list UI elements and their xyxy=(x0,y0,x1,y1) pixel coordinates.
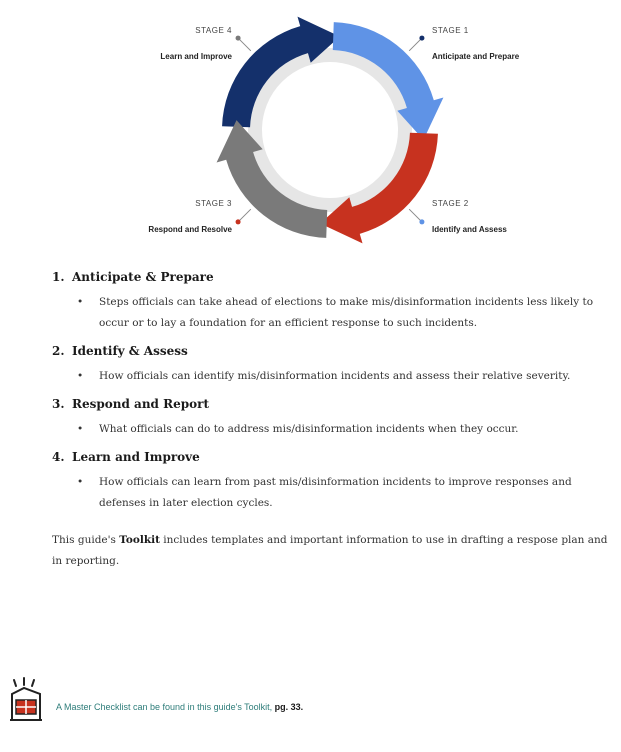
step-description: • What officials can do to address mis/disinformation incidents when they occur. xyxy=(77,419,612,440)
step-title-text: Learn and Improve xyxy=(72,450,200,464)
stage-3-tag: STAGE 3 xyxy=(195,199,232,208)
toolkit-suffix: includes templates and important information to use in drafting a respose plan and in reporting. xyxy=(52,534,608,567)
stage-2-pointer xyxy=(419,219,424,224)
stage-1-name: Anticipate and Prepare xyxy=(432,52,520,61)
step-item xyxy=(52,450,612,514)
step-number: 4. xyxy=(52,450,65,464)
note-text: A Master Checklist can be found in this guide's Toolkit, xyxy=(56,702,275,712)
checklist-note-text xyxy=(56,702,303,712)
step-title xyxy=(52,397,612,411)
toolkit-bold: Toolkit xyxy=(119,534,160,546)
stage-4-pointer xyxy=(236,36,241,41)
step-item xyxy=(52,344,612,387)
step-item xyxy=(52,270,612,334)
steps-content xyxy=(52,270,612,572)
stage-2-tag: STAGE 2 xyxy=(432,199,469,208)
toolkit-prefix: This guide's xyxy=(52,534,120,546)
step-number: 1. xyxy=(52,270,65,284)
step-title-text: Respond and Report xyxy=(72,397,209,411)
step-description: • How officials can learn from past mis/disinformation incidents to improve responses and defenses in later election cycles. xyxy=(77,472,612,514)
step-title-text: Anticipate & Prepare xyxy=(72,270,214,284)
stage-4-pointer-line xyxy=(238,38,251,51)
step-title-text: Identify & Assess xyxy=(72,344,188,358)
stage-2-pointer-line xyxy=(409,209,422,222)
stage-1-pointer xyxy=(419,36,424,41)
stage-4-name: Learn and Improve xyxy=(160,52,232,61)
checklist-icon xyxy=(4,676,52,728)
toolkit-paragraph xyxy=(52,530,612,572)
step-description: • Steps officials can take ahead of elections to make mis/disinformation incidents less likely to occur or to lay a foundation for an efficient response to such incidents. xyxy=(77,292,612,334)
stage-1-pointer-line xyxy=(409,38,422,51)
stage-2-name: Identify and Assess xyxy=(432,225,507,234)
step-number: 3. xyxy=(52,397,65,411)
cycle-diagram xyxy=(0,0,621,260)
stage-3-pointer xyxy=(236,219,241,224)
step-description: • How officials can identify mis/disinformation incidents and assess their relative severity. xyxy=(77,366,612,387)
step-title xyxy=(52,270,612,284)
step-title xyxy=(52,344,612,358)
step-item xyxy=(52,397,612,440)
step-title xyxy=(52,450,612,464)
stage-3-name: Respond and Resolve xyxy=(148,225,232,234)
checklist-note xyxy=(4,676,616,728)
stage-4-tag: STAGE 4 xyxy=(195,26,232,35)
step-number: 2. xyxy=(52,344,65,358)
inner-ring xyxy=(255,55,405,205)
stage-3-pointer-line xyxy=(238,209,251,222)
note-page-ref[interactable]: pg. 33. xyxy=(274,702,304,712)
stage-1-tag: STAGE 1 xyxy=(432,26,469,35)
